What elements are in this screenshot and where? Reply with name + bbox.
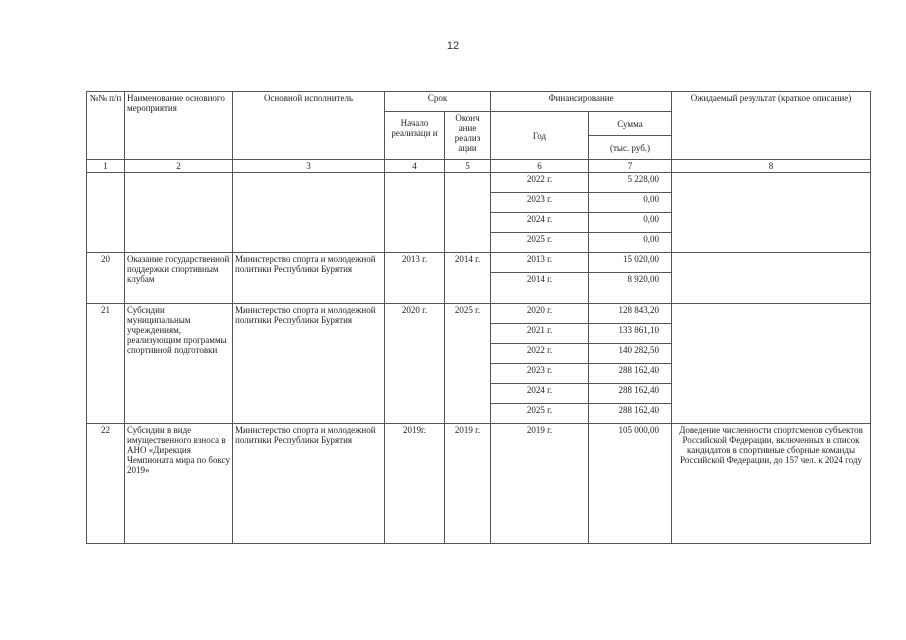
sum-cell: 5 228,00: [589, 173, 672, 193]
item-name: Оказание государственной поддержки спортивным клубам: [125, 253, 233, 304]
header-name: Наименование основного мероприятия: [125, 92, 233, 160]
year-cell: 2021 г.: [491, 324, 589, 344]
item-number: 20: [87, 253, 125, 304]
item-start: 2020 г.: [385, 304, 445, 424]
sum-cell: 0,00: [589, 193, 672, 213]
header-sum-unit: (тыс. руб.): [589, 136, 672, 160]
year-cell: 2025 г.: [491, 233, 589, 253]
col-number-6: 6: [491, 160, 589, 173]
item-end: 2014 г.: [445, 253, 491, 304]
sum-cell: 288 162,40: [589, 384, 672, 404]
item-executor: Министерство спорта и молодежной политики Республики Бурятия: [233, 253, 385, 304]
item-number: 21: [87, 304, 125, 424]
col-number-3: 3: [233, 160, 385, 173]
sum-cell: 0,00: [589, 233, 672, 253]
item-number: 22: [87, 424, 125, 544]
page-number: 12: [446, 40, 460, 52]
item-result: Доведение численности спортсменов субъектов Российской Федерации, включенных в список кандидатов в спортивные сборные команды Российской Федерации, до 157 чел. к 2024 году: [672, 424, 871, 544]
header-num: №№ п/п: [87, 92, 125, 160]
table-row: [87, 424, 871, 544]
year-cell: 2014 г.: [491, 273, 589, 304]
sum-cell: 8 920,00: [589, 273, 672, 304]
sum-cell: 140 282,50: [589, 344, 672, 364]
col-number-8: 8: [672, 160, 871, 173]
sum-cell: 15 020,00: [589, 253, 672, 273]
col-number-1: 1: [87, 160, 125, 173]
item-end: 2019 г.: [445, 424, 491, 544]
column-number-row: [87, 160, 871, 173]
year-cell: 2013 г.: [491, 253, 589, 273]
year-cell: 2023 г.: [491, 364, 589, 384]
col-number-2: 2: [125, 160, 233, 173]
header-executor: Основной исполнитель: [233, 92, 385, 160]
year-cell: 2019 г.: [491, 424, 589, 544]
year-cell: 2020 г.: [491, 304, 589, 324]
year-cell: 2024 г.: [491, 213, 589, 233]
sum-cell: 0,00: [589, 213, 672, 233]
item-end: 2025 г.: [445, 304, 491, 424]
header-end: Оконч ание реализ ации: [445, 112, 491, 160]
year-cell: 2024 г.: [491, 384, 589, 404]
sum-cell: 288 162,40: [589, 404, 672, 424]
item-start: 2013 г.: [385, 253, 445, 304]
item-name: Субсидии в виде имущественного взноса в АНО «Дирекция Чемпионата мира по боксу 2019»: [125, 424, 233, 544]
table-row: [87, 304, 871, 324]
year-cell: 2023 г.: [491, 193, 589, 213]
item-name: Субсидии муниципальным учреждениям, реализующим программы спортивной подготовки: [125, 304, 233, 424]
col-number-7: 7: [589, 160, 672, 173]
sum-cell: 288 162,40: [589, 364, 672, 384]
table-row: [87, 173, 871, 193]
sum-cell: 133 861,10: [589, 324, 672, 344]
header-start: Начало реализаци и: [385, 112, 445, 160]
sum-cell: 128 843,20: [589, 304, 672, 324]
header-term: Срок: [385, 92, 491, 112]
year-cell: 2022 г.: [491, 173, 589, 193]
program-table: [86, 91, 871, 544]
sum-cell: 105 000,00: [589, 424, 672, 544]
header-year: Год: [491, 112, 589, 160]
year-cell: 2025 г.: [491, 404, 589, 424]
header-financing: Финансирование: [491, 92, 672, 112]
header-sum: Сумма: [589, 112, 672, 136]
col-number-5: 5: [445, 160, 491, 173]
header-result: Ожидаемый результат (краткое описание): [672, 92, 871, 160]
table-row: [87, 253, 871, 273]
year-cell: 2022 г.: [491, 344, 589, 364]
item-start: 2019г.: [385, 424, 445, 544]
item-executor: Министерство спорта и молодежной политики Республики Бурятия: [233, 424, 385, 544]
item-executor: Министерство спорта и молодежной политики Республики Бурятия: [233, 304, 385, 424]
col-number-4: 4: [385, 160, 445, 173]
